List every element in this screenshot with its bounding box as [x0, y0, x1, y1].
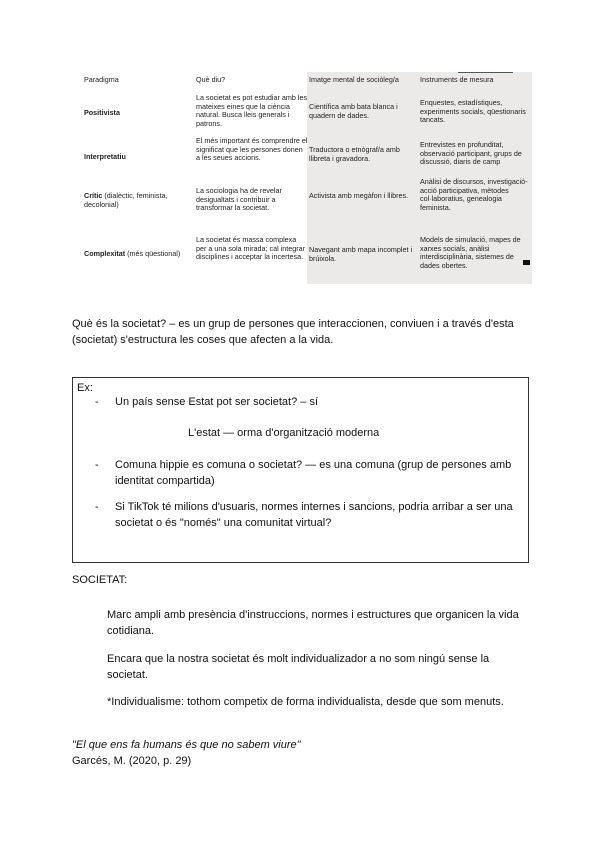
header-paradigm: Paradigma	[84, 75, 119, 84]
row-image: Navegant amb mapa incomplet i brúixola.	[309, 245, 413, 263]
example-item: Un país sense Estat pot ser societat? – sí	[115, 396, 318, 408]
example-item: Si TikTok té milions d'usuaris, normes internes i sancions, podria arribar a ser una societat o és "només" una comunitat virtual?	[115, 501, 513, 529]
header-says: Què diu?	[196, 75, 226, 84]
example-note: L'estat — orma d'organització moderna	[188, 427, 380, 439]
header-instruments: Instruments de mesura	[420, 75, 494, 84]
row-image: Traductora o etnògraf/a amb llibreta i gravadora.	[309, 145, 400, 163]
paradigm-name: Crític	[84, 191, 103, 200]
row-paradigm: Positivista	[84, 108, 120, 117]
bullet-dash: -	[95, 396, 99, 408]
row-paradigm	[84, 250, 199, 259]
row-paradigm	[84, 192, 192, 209]
examples-label: Ex:	[77, 382, 93, 394]
section-paragraph: Marc ampli amb presència d'instruccions, normes i estructures que organicen la vida cotidiana.	[107, 609, 519, 637]
bullet-dash: -	[95, 459, 99, 471]
row-image: Activista amb megàfon i llibres.	[309, 191, 409, 200]
section-paragraph: Encara que la nostra societat és molt individualizador a no som ningú sense la societat.	[107, 653, 490, 681]
row-says: La societat es pot estudiar amb les mateixes eines que la ciència natural. Busca lleis generals i patrons.	[196, 93, 308, 128]
row-instruments: Anàlisi de discursos, investigació-acció participativa, mètodes col·laboratius, genealogia feminista.	[420, 177, 528, 212]
row-instruments: Entrevistes en profunditat, observació participant, grups de discussió, diaris de camp	[420, 140, 522, 167]
row-says: La sociologia ha de revelar desigualtats i contribuir a transformar la societat.	[196, 186, 282, 213]
bullet-dash: -	[95, 501, 99, 513]
example-item: Comuna hippie es comuna o societat? — es una comuna (grup de persones amb identitat compartida)	[115, 459, 512, 487]
quote-citation: Garcés, M. (2020, p. 29)	[72, 755, 192, 767]
section-paragraph: *Individualisme: tothom competix de forma individualista, desde que som menuts.	[107, 696, 504, 708]
paradigm-name: Complexitat	[84, 249, 126, 258]
paradigm-note: (dialèctic, feminista, decolonial)	[84, 191, 168, 209]
society-definition: Què és la societat? – es un grup de persones que interaccionen, conviuen i a través d'esta (societat) s'estructura les coses que afecten a la vida.	[72, 318, 514, 346]
paradigm-note: (més qüestional)	[127, 249, 181, 258]
paradigms-table	[80, 72, 532, 284]
row-image: Científica amb bata blanca i quadern de dades.	[309, 102, 398, 120]
row-says: El més important és comprendre el significat que les persones donen a les seues accions.	[196, 136, 308, 163]
section-heading: SOCIETAT:	[72, 574, 128, 586]
row-paradigm: Interpretatiu	[84, 152, 126, 161]
row-instruments: Models de simulació, mapes de xarxes socials, anàlisi interdisciplinària, sistemes de dades obertes.	[420, 235, 521, 270]
row-says: La societat és massa complexa per a una sola mirada; cal integrar disciplines i acceptar la incertesa.	[196, 235, 306, 262]
row-instruments: Enquestes, estadístiques, experiments socials, qüestionaris tancats.	[420, 98, 526, 125]
examples-box	[72, 377, 529, 563]
header-image: Imatge mental de sociòleg/a	[309, 75, 399, 84]
text-cursor-mark	[523, 260, 530, 265]
quote-text: "El que ens fa humans és que no sabem viure"	[72, 739, 301, 751]
table-top-rule	[458, 72, 513, 73]
